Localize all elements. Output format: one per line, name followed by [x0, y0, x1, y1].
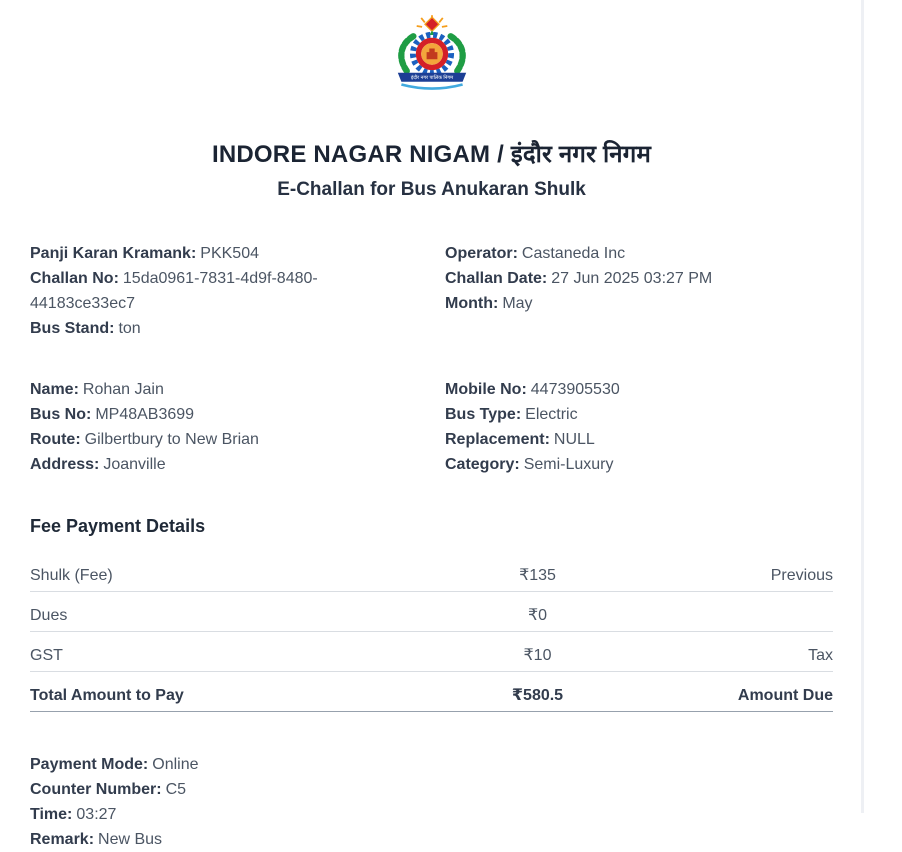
field-payment-mode [30, 752, 833, 777]
municipal-emblem-logo [387, 15, 477, 91]
logo-container [0, 0, 863, 96]
field-label: Replacement: [445, 431, 550, 448]
field-label: Challan No: [30, 270, 119, 287]
field-label: Operator: [445, 245, 518, 262]
field-address [30, 452, 418, 477]
bus-info-left-column [30, 377, 418, 477]
fee-payment-details-heading: Fee Payment Details [30, 516, 206, 536]
fee-table [30, 552, 833, 712]
challan-info-section [30, 241, 833, 341]
field-route [30, 427, 418, 452]
field-label: Mobile No: [445, 381, 527, 398]
field-value: Online [152, 756, 199, 773]
field-label: Remark: [30, 831, 95, 848]
field-label: Panji Karan Kramank: [30, 245, 197, 262]
field-time [30, 802, 833, 827]
field-value: May [502, 295, 533, 312]
field-label: Route: [30, 431, 81, 448]
field-label: Counter Number: [30, 781, 162, 798]
fee-row-amount: ₹10 [523, 647, 552, 664]
field-value: 27 Jun 2025 03:27 PM [551, 270, 713, 287]
field-value: Gilbertbury to New Brian [84, 431, 259, 448]
fee-row-note: Previous [770, 567, 833, 584]
field-panji-karan-kramank [30, 241, 418, 266]
field-operator [445, 241, 833, 266]
field-value: C5 [165, 781, 187, 798]
bottom-arc-icon [401, 85, 462, 89]
field-bus-stand [30, 316, 418, 341]
lamp-diamond-icon [424, 17, 438, 31]
field-value: PKK504 [200, 245, 259, 262]
fee-row-shulk [30, 552, 833, 592]
field-value: Joanville [103, 456, 166, 473]
page-edge-divider [861, 0, 864, 813]
field-label: Month: [445, 295, 499, 312]
field-challan-no [30, 266, 418, 316]
field-value: 4473905530 [530, 381, 620, 398]
fee-row-label: Dues [30, 607, 68, 624]
field-label: Category: [445, 456, 520, 473]
field-value: Semi-Luxury [523, 456, 614, 473]
fee-row-note: Tax [808, 647, 833, 664]
fee-row-amount: ₹0 [527, 607, 548, 624]
field-value: Rohan Jain [82, 381, 164, 398]
field-label: Challan Date: [445, 270, 548, 287]
field-label: Bus Stand: [30, 320, 115, 337]
field-category [445, 452, 833, 477]
field-bus-no [30, 402, 418, 427]
payment-info-section [30, 752, 833, 852]
field-bus-type [445, 402, 833, 427]
challan-info-left-column [30, 241, 418, 341]
field-value: Castaneda Inc [521, 245, 626, 262]
field-value: ton [118, 320, 141, 337]
field-counter-number [30, 777, 833, 802]
field-value: Electric [525, 406, 578, 423]
field-value: MP48AB3699 [95, 406, 195, 423]
field-label: Name: [30, 381, 79, 398]
field-remark [30, 827, 833, 852]
bus-info-right-column [445, 377, 833, 477]
page-title: INDORE NAGAR NIGAM / इंदौर नगर निगम [211, 141, 651, 168]
field-value: New Bus [98, 831, 163, 848]
fee-row-dues [30, 592, 833, 632]
field-name [30, 377, 418, 402]
challan-info-right-column [445, 241, 833, 341]
wreath-right-icon [450, 36, 463, 71]
fee-row-amount: ₹580.5 [511, 687, 564, 704]
fee-row-label: Total Amount to Pay [30, 687, 184, 704]
field-label: Bus Type: [445, 406, 522, 423]
field-value: NULL [553, 431, 595, 448]
field-label: Time: [30, 806, 73, 823]
fee-row-gst [30, 632, 833, 672]
field-challan-date [445, 266, 833, 291]
field-label: Address: [30, 456, 100, 473]
field-value: 15da0961-7831-4d9f-8480-44183ce33ec7 [30, 270, 318, 312]
field-replacement [445, 427, 833, 452]
field-label: Bus No: [30, 406, 92, 423]
field-value: 03:27 [76, 806, 117, 823]
fee-row-amount: ₹135 [519, 567, 556, 584]
document-body [0, 241, 863, 852]
fee-row-note: Amount Due [737, 687, 833, 704]
fee-row-total [30, 672, 833, 712]
field-label: Payment Mode: [30, 756, 149, 773]
page-subtitle: E-Challan for Bus Anukaran Shulk [277, 179, 586, 200]
field-mobile-no [445, 377, 833, 402]
field-month [445, 291, 833, 316]
fee-row-label: Shulk (Fee) [30, 567, 113, 584]
fee-row-label: GST [30, 647, 63, 664]
bus-info-section [30, 377, 833, 477]
banner-text: इंदौर नगर पालिक निगम [410, 76, 453, 82]
